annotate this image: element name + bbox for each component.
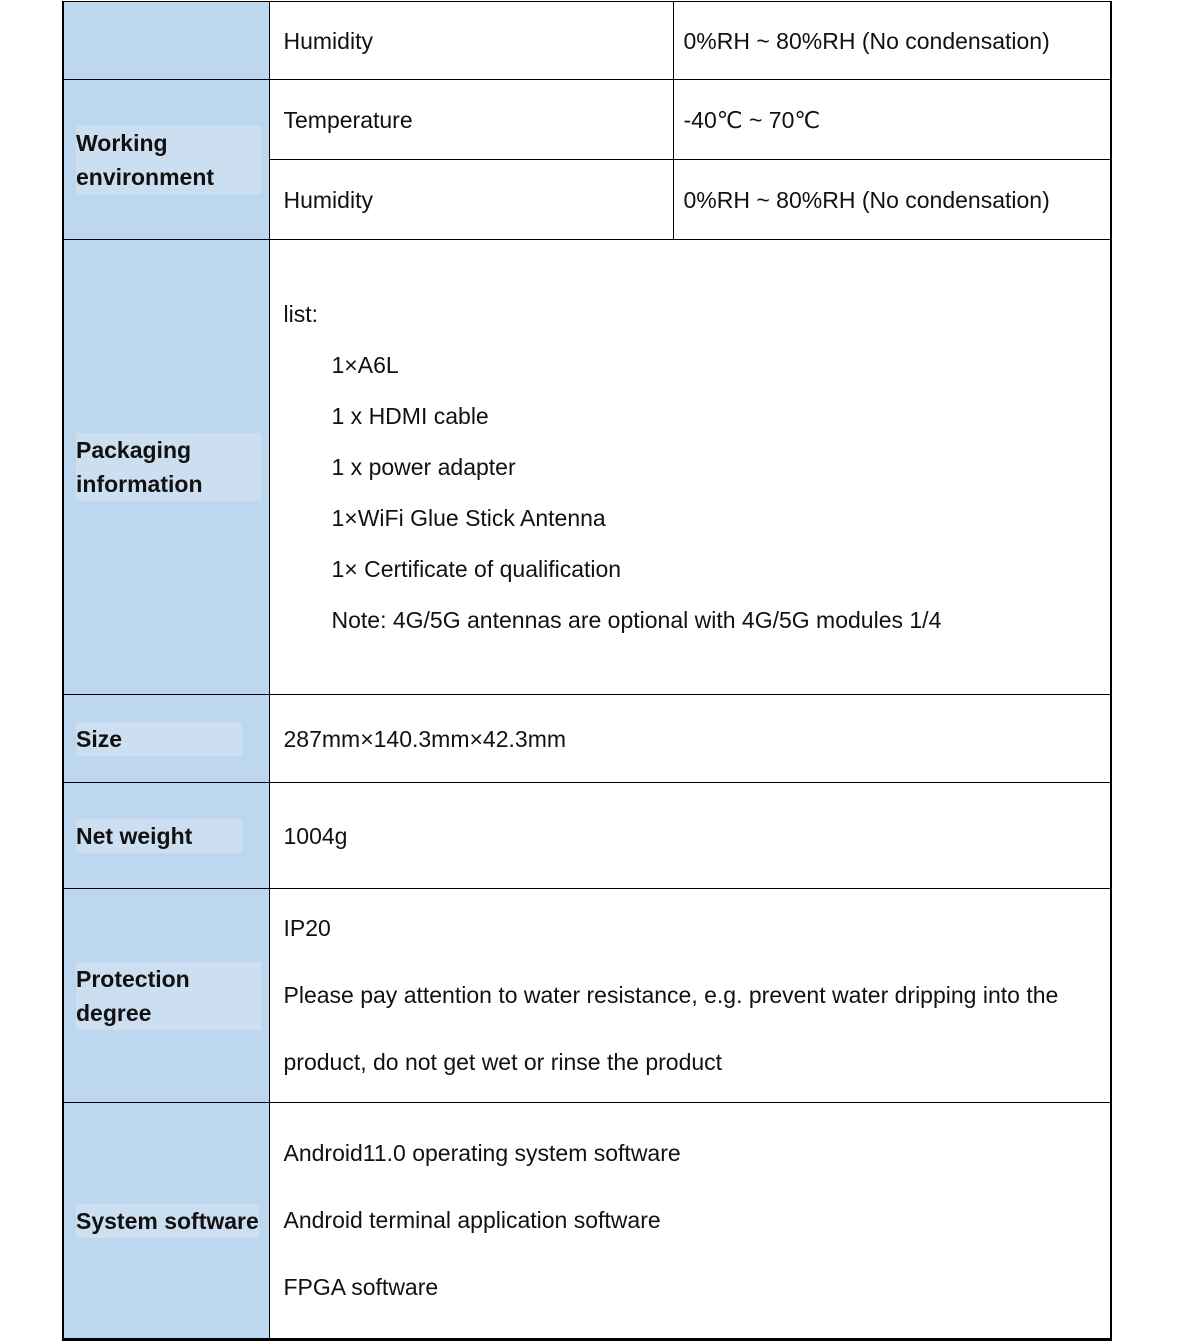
- row-working-environment-temperature: [63, 80, 1111, 160]
- label-text: Protection degree: [76, 962, 261, 1030]
- system-software-line: FPGA software: [283, 1274, 439, 1300]
- system-software-line: Android terminal application software: [283, 1207, 661, 1233]
- packaging-list-item: 1 x power adapter: [331, 453, 516, 480]
- cell-humidity-top-attribute: [269, 2, 673, 80]
- row-size: [63, 695, 1111, 783]
- value-text: -40℃ ~ 70℃: [683, 106, 821, 133]
- label-text: Size: [76, 722, 242, 756]
- value-text: 287mm×140.3mm×42.3mm: [283, 725, 567, 752]
- row-net-weight: [63, 783, 1111, 889]
- row-humidity-top: [63, 2, 1111, 80]
- packaging-list-item: 1×A6L: [331, 351, 399, 378]
- attribute-text: Humidity: [283, 186, 373, 213]
- cell-humidity-value: [673, 160, 1111, 240]
- packaging-list-item: 1 x HDMI cable: [331, 402, 489, 429]
- packaging-list-item: 1×WiFi Glue Stick Antenna: [331, 504, 606, 531]
- cell-system-software-label: [63, 1103, 269, 1340]
- cell-humidity-attribute: [269, 160, 673, 240]
- value-text: 1004g: [283, 822, 348, 849]
- packaging-list-item: 1× Certificate of qualification: [331, 555, 622, 582]
- attribute-text: Temperature: [283, 106, 413, 133]
- cell-size-value: [269, 695, 1111, 783]
- system-software-line: Android11.0 operating system software: [283, 1140, 681, 1166]
- label-text: System software: [76, 1204, 259, 1238]
- specification-table: [62, 1, 1112, 1341]
- value-text: 0%RH ~ 80%RH (No condensation): [683, 27, 1050, 54]
- row-packaging-information: [63, 240, 1111, 695]
- cell-protection-content: [269, 889, 1111, 1103]
- label-text: Packaging information: [76, 433, 261, 501]
- cell-working-environment-label: [63, 80, 269, 240]
- protection-line: Please pay attention to water resistance, e.g. prevent water dripping into the: [283, 982, 1059, 1008]
- protection-line: product, do not get wet or rinse the product: [283, 1049, 723, 1075]
- cell-humidity-top-value: [673, 2, 1111, 80]
- packaging-list-intro: list:: [283, 300, 318, 327]
- cell-net-weight-value: [269, 783, 1111, 889]
- cell-protection-label: [63, 889, 269, 1103]
- cell-temperature-attribute: [269, 80, 673, 160]
- cell-packaging-content: [269, 240, 1111, 695]
- label-text: Working environment: [76, 126, 261, 194]
- cell-packaging-label: [63, 240, 269, 695]
- protection-line: IP20: [283, 915, 331, 941]
- cell-size-label: [63, 695, 269, 783]
- row-protection-degree: [63, 889, 1111, 1103]
- value-text: 0%RH ~ 80%RH (No condensation): [683, 186, 1050, 213]
- row-system-software: [63, 1103, 1111, 1340]
- packaging-list: [284, 340, 1095, 646]
- cell-blank-label: [63, 2, 269, 80]
- attribute-text: Humidity: [283, 27, 373, 54]
- cell-temperature-value: [673, 80, 1111, 160]
- cell-system-software-content: [269, 1103, 1111, 1340]
- cell-net-weight-label: [63, 783, 269, 889]
- packaging-list-item: Note: 4G/5G antennas are optional with 4G/5G modules 1/4: [331, 606, 942, 633]
- label-text: Net weight: [76, 819, 242, 853]
